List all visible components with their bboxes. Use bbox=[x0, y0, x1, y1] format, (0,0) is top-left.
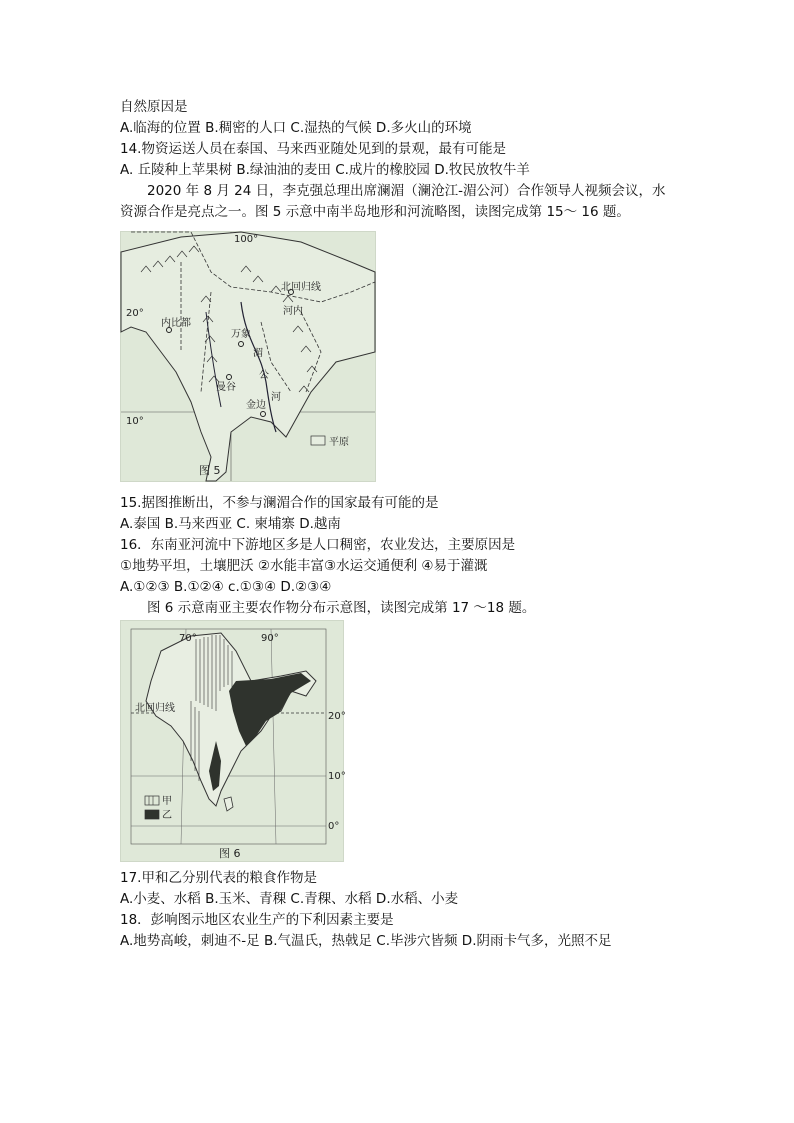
figure-6-intro: 图 6 示意南亚主要农作物分布示意图，读图完成第 17 ～18 题。 bbox=[147, 600, 536, 616]
question-16: 16．东南亚河流中下游地区多是人口稠密，农业发达，主要原因是 bbox=[120, 537, 516, 553]
fig5-legend-plain: 平原 bbox=[329, 437, 349, 448]
question-16-statements: ①地势平坦，土壤肥沃 ②水能丰富③水运交通便利 ④易于灌溉 bbox=[120, 558, 488, 574]
fig6-tropic-label: 北回归线 bbox=[135, 703, 175, 714]
question-16-options: A.①②③ B.①②④ c.①③④ D.②③④ bbox=[120, 579, 332, 595]
fig5-mekong-label-3: 河 bbox=[271, 392, 281, 403]
figure-6-map bbox=[120, 620, 344, 862]
fig5-mekong-label-2: 公 bbox=[259, 370, 269, 381]
fig6-lat20-label: 20° bbox=[328, 711, 346, 722]
text-line-2: A.临海的位置 B.稠密的人口 C.湿热的气候 D.多火山的环境 bbox=[120, 120, 472, 136]
fig5-naypyidaw-label: 内比都 bbox=[161, 318, 191, 329]
fig5-lat20-label: 20° bbox=[126, 308, 144, 319]
fig6-legend-yi: 乙 bbox=[162, 810, 172, 821]
fig6-lon90-label: 90° bbox=[261, 633, 279, 644]
passage-line-2: 资源合作是亮点之一。图 5 示意中南半岛地形和河流略图，读图完成第 15～ 16 题。 bbox=[120, 204, 630, 220]
question-18-options: A.地势高峻，刺迪不-足 B.气温氏，热戟足 C.毕涉穴皆频 D.阴雨卡气多，光照不足 bbox=[120, 933, 612, 949]
fig5-lat10-label: 10° bbox=[126, 416, 144, 427]
question-18: 18．彭响图示地区农业生产的下利因素主要是 bbox=[120, 912, 394, 928]
fig6-lon70-label: 70° bbox=[179, 633, 197, 644]
question-14-options: A. 丘陵种上苹果树 B.绿油油的麦田 C.成片的橡胶园 D.牧民放牧牛羊 bbox=[120, 162, 530, 178]
question-17-options: A.小麦、水稻 B.玉米、青稞 C.青稞、水稻 D.水稻、小麦 bbox=[120, 891, 459, 907]
fig5-hanoi-label: 河内 bbox=[283, 306, 303, 317]
question-17: 17.甲和乙分别代表的粮食作物是 bbox=[120, 870, 317, 886]
fig6-legend-jia: 甲 bbox=[162, 796, 172, 807]
question-15: 15.据图推断出，不参与澜湄合作的国家最有可能的是 bbox=[120, 495, 439, 511]
passage-line-1: 2020 年 8 月 24 日，李克强总理出席澜湄（澜沧江-湄公河）合作领导人视频会议，水 bbox=[147, 183, 666, 199]
fig6-lat10-label: 10° bbox=[328, 771, 346, 782]
fig5-caption: 图 5 bbox=[199, 464, 221, 477]
fig5-phnompenh-label: 金边 bbox=[246, 400, 266, 411]
fig6-caption: 图 6 bbox=[219, 847, 241, 860]
fig6-lat0-label: 0° bbox=[328, 821, 340, 832]
question-15-options: A.泰国 B.马来西亚 C. 柬埔寨 D.越南 bbox=[120, 516, 341, 532]
fig5-bangkok-label: 曼谷 bbox=[216, 382, 236, 393]
question-14: 14.物资运送人员在泰国、马来西亚随处见到的景观，最有可能是 bbox=[120, 141, 506, 157]
fig5-mekong-label-1: 湄 bbox=[253, 348, 263, 359]
text-line-1: 自然原因是 bbox=[120, 99, 188, 115]
fig5-tropic-label: 北回归线 bbox=[281, 282, 321, 293]
fig5-longitude-label: 100° bbox=[234, 234, 259, 245]
fig5-vientiane-label: 万象 bbox=[231, 329, 251, 340]
figure-5-map bbox=[120, 231, 376, 482]
